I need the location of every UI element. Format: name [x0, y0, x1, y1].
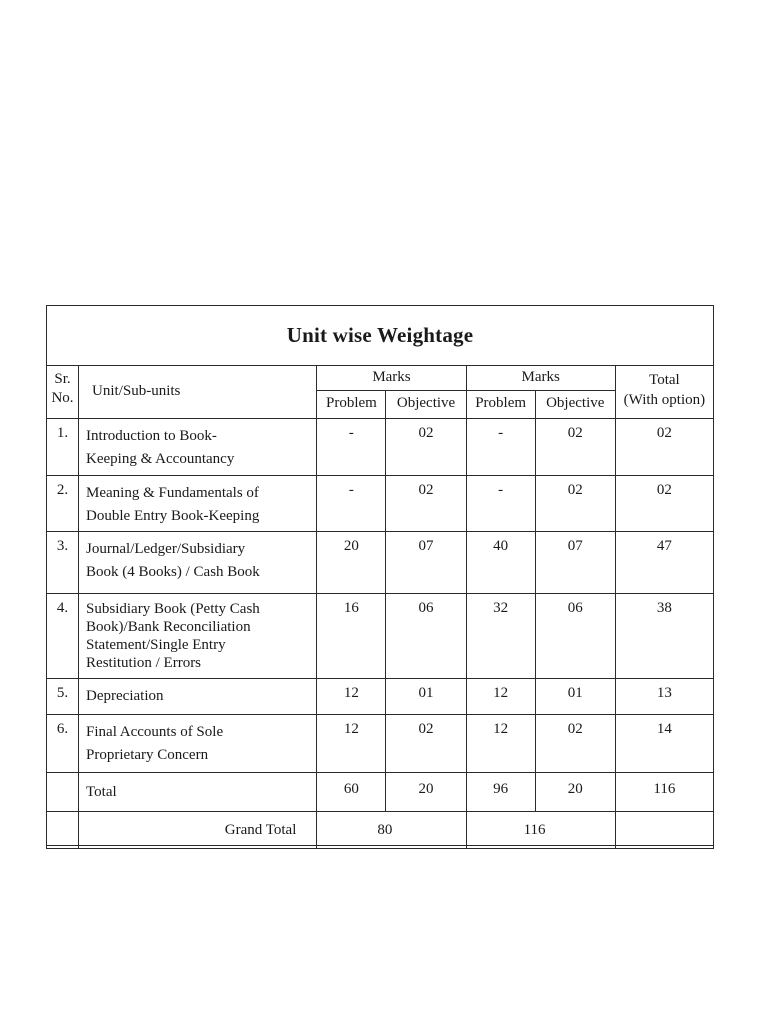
problem-1-cell: 12: [317, 679, 386, 715]
unit-cell: [79, 476, 317, 532]
total-cell: 14: [615, 715, 713, 773]
header-marks-group-1: Marks: [317, 366, 466, 391]
title-row: [47, 306, 713, 366]
problem-2-cell: 40: [466, 532, 535, 594]
problem-1-cell: 12: [317, 715, 386, 773]
problem-2-cell: -: [466, 476, 535, 532]
header-total-line1: Total: [649, 372, 680, 388]
objective-1-cell: 02: [386, 476, 466, 532]
unit-cell: [79, 532, 317, 594]
sr-no-cell: 4.: [47, 594, 79, 679]
total-objective-2-cell: 20: [535, 773, 615, 812]
objective-1-cell: 02: [386, 715, 466, 773]
header-objective-1: Objective: [386, 391, 466, 419]
table-row: [47, 532, 714, 594]
total-sr-empty-cell: [47, 773, 79, 812]
total-problem-2-cell: 96: [466, 773, 535, 812]
total-cell: 47: [615, 532, 713, 594]
weightage-table: [46, 365, 714, 849]
unit-line: Journal/Ledger/Subsidiary: [86, 541, 246, 557]
total-row: [47, 773, 714, 812]
total-label-cell: Total: [79, 773, 317, 812]
total-cell: 02: [615, 419, 713, 476]
unit-line: Keeping & Accountancy: [86, 451, 235, 467]
header-row-1: [47, 366, 714, 391]
header-problem-1: Problem: [317, 391, 386, 419]
unit-line: Proprietary Concern: [86, 747, 209, 763]
objective-2-cell: 06: [535, 594, 615, 679]
objective-1-cell: 07: [386, 532, 466, 594]
problem-2-cell: 32: [466, 594, 535, 679]
total-cell: 38: [615, 594, 713, 679]
table-row: [47, 594, 714, 679]
sr-no-cell: 3.: [47, 532, 79, 594]
unit-line: Meaning & Fundamentals of: [86, 485, 259, 501]
header-unit: Unit/Sub-units: [79, 366, 317, 419]
objective-1-cell: 02: [386, 419, 466, 476]
objective-2-cell: 02: [535, 476, 615, 532]
weightage-table-frame: [46, 305, 714, 846]
objective-1-cell: 06: [386, 594, 466, 679]
grand-total-empty-cell: [615, 812, 713, 849]
problem-1-cell: 20: [317, 532, 386, 594]
total-cell: 13: [615, 679, 713, 715]
sr-no-cell: 1.: [47, 419, 79, 476]
problem-2-cell: 12: [466, 715, 535, 773]
table-row: [47, 476, 714, 532]
grand-total-value-2-cell: 116: [466, 812, 615, 849]
objective-2-cell: 01: [535, 679, 615, 715]
table-row: [47, 679, 714, 715]
sr-no-cell: 2.: [47, 476, 79, 532]
unit-cell: [79, 715, 317, 773]
grand-total-sr-empty-cell: [47, 812, 79, 849]
problem-2-cell: -: [466, 419, 535, 476]
unit-cell: [79, 419, 317, 476]
unit-line: Subsidiary Book (Petty Cash: [86, 601, 260, 617]
total-objective-1-cell: 20: [386, 773, 466, 812]
total-problem-1-cell: 60: [317, 773, 386, 812]
unit-line: Double Entry Book-Keeping: [86, 508, 260, 524]
unit-line: Book (4 Books) / Cash Book: [86, 564, 260, 580]
table-title: Unit wise Weightage: [286, 323, 474, 347]
unit-line: Introduction to Book-: [86, 428, 217, 444]
unit-line: Depreciation: [86, 688, 164, 704]
table-row: [47, 715, 714, 773]
header-objective-2: Objective: [535, 391, 615, 419]
header-marks-group-2: Marks: [466, 366, 615, 391]
total-total-cell: 116: [615, 773, 713, 812]
grand-total-row: [47, 812, 714, 849]
grand-total-value-1-cell: 80: [317, 812, 466, 849]
problem-2-cell: 12: [466, 679, 535, 715]
header-total-line2: (With option): [623, 392, 706, 408]
sr-no-cell: 6.: [47, 715, 79, 773]
objective-2-cell: 02: [535, 419, 615, 476]
objective-2-cell: 07: [535, 532, 615, 594]
objective-2-cell: 02: [535, 715, 615, 773]
problem-1-cell: 16: [317, 594, 386, 679]
problem-1-cell: -: [317, 476, 386, 532]
grand-total-label-cell: Grand Total: [79, 812, 317, 849]
unit-cell: [79, 594, 317, 679]
objective-1-cell: 01: [386, 679, 466, 715]
header-sr-line2: No.: [51, 390, 74, 406]
unit-line: Restitution / Errors: [86, 655, 202, 671]
header-problem-2: Problem: [466, 391, 535, 419]
table-row: [47, 419, 714, 476]
header-sr-line1: Sr.: [54, 371, 71, 387]
problem-1-cell: -: [317, 419, 386, 476]
header-sr-no: [47, 366, 79, 419]
total-cell: 02: [615, 476, 713, 532]
unit-line: Statement/Single Entry: [86, 637, 226, 653]
sr-no-cell: 5.: [47, 679, 79, 715]
unit-line: Book)/Bank Reconciliation: [86, 619, 251, 635]
header-total: [615, 366, 713, 419]
unit-line: Final Accounts of Sole: [86, 724, 224, 740]
unit-cell: [79, 679, 317, 715]
